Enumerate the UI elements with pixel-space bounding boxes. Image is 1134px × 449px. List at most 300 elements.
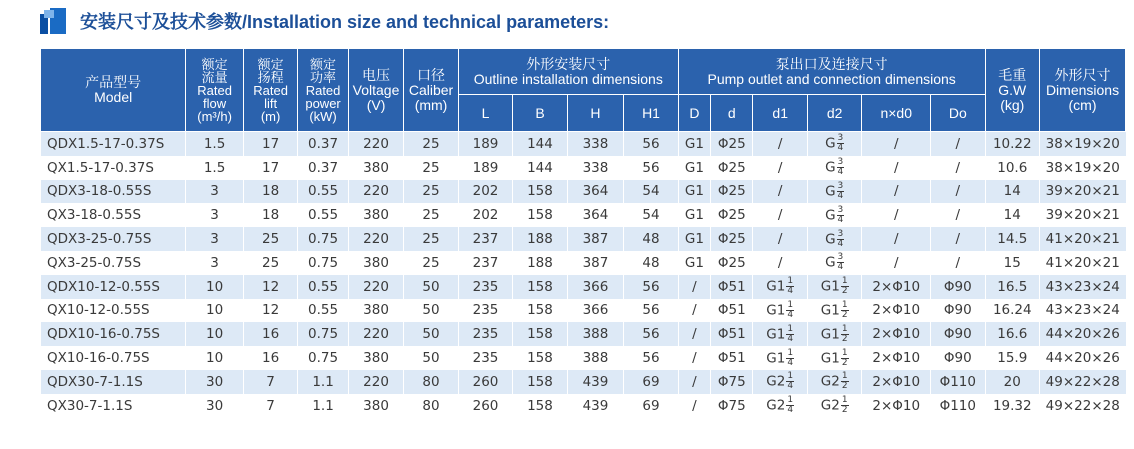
cell-n: / [862,203,931,227]
header-voltage-l2: Voltage [352,81,400,98]
cell-d2 [807,251,861,275]
cell-flow: 10 [186,322,244,346]
fraction-numerator: 3 [837,228,844,239]
cell-d: / [678,346,710,370]
fraction [786,372,794,391]
cell-h: 439 [567,370,624,394]
cell-caliber: 25 [404,132,458,156]
header-pump [678,49,985,95]
cell-n: 2×Φ10 [862,394,931,418]
cell-d: G1 [678,132,710,156]
cell-dims: 38×19×20 [1040,132,1126,156]
cell-power: 0.55 [298,275,348,299]
cell-d: Φ25 [711,227,753,251]
fraction-whole: G1 [766,326,786,343]
header-lift-l4: lift [264,95,278,111]
cell-voltage: 220 [348,180,404,204]
table-row [41,251,1126,275]
cell-lift: 17 [243,156,297,180]
cell-d: G1 [678,227,710,251]
cell-caliber: 50 [404,299,458,323]
cell-d2 [807,227,861,251]
cell-d1 [753,370,807,394]
cell-gw: 16.6 [985,322,1039,346]
table-row [41,227,1126,251]
fraction-denominator: 4 [837,190,844,201]
fraction-denominator: 4 [837,238,844,249]
cell-voltage: 380 [348,203,404,227]
cell-d2 [807,370,861,394]
spec-table [40,48,1126,418]
header-d2: d2 [807,95,861,132]
fraction-numerator: 3 [837,157,844,168]
cell-b: 188 [513,251,567,275]
cell-lift: 7 [243,394,297,418]
cell-do: Φ90 [931,322,985,346]
cell-voltage: 380 [348,346,404,370]
fraction [786,277,794,296]
header-d1: d1 [753,95,807,132]
cell-l: 260 [458,394,512,418]
fraction-numerator: 1 [841,323,848,334]
cell-do: / [931,132,985,156]
fraction-denominator: 4 [837,167,844,178]
cell-d: Φ25 [711,180,753,204]
header-gw-l2: G.W [998,81,1027,98]
cell-lift: 25 [243,251,297,275]
cell-h: 364 [567,180,624,204]
cell-power: 1.1 [298,370,348,394]
section-title [40,8,609,34]
fraction-whole: G1 [820,326,840,343]
cell-d2 [807,203,861,227]
cell-dims: 39×20×21 [1040,180,1126,204]
cell-h1: 56 [624,299,679,323]
fraction-denominator: 4 [837,143,844,154]
cell-caliber: 25 [404,156,458,180]
cell-caliber: 80 [404,370,458,394]
fraction-whole: G2 [820,373,840,390]
fraction-whole: G2 [766,397,786,414]
cell-d: Φ25 [711,203,753,227]
cell-d2 [807,346,861,370]
cell-l: 189 [458,156,512,180]
cell-lift: 18 [243,180,297,204]
header-power-l5: (kW) [309,108,337,124]
fraction [786,325,794,344]
cell-do: Φ90 [931,346,985,370]
cell-dims: 38×19×20 [1040,156,1126,180]
fraction-numerator: 3 [837,204,844,215]
cell-flow: 10 [186,299,244,323]
header-power-l4: power [305,95,341,111]
cell-voltage: 220 [348,275,404,299]
cell-model: QDX10-16-0.75S [41,322,186,346]
cell-h: 366 [567,275,624,299]
cell-lift: 12 [243,275,297,299]
cell-n: 2×Φ10 [862,322,931,346]
header-pump-cn: 泵出口及连接尺寸 [775,55,888,72]
fraction-denominator: 4 [787,309,794,320]
header-flow-l1: 额定 [201,56,228,72]
header-outline-en: Outline installation dimensions [473,70,663,87]
cell-h1: 69 [624,370,679,394]
cell-d1 [753,322,807,346]
cell-l: 189 [458,132,512,156]
cell-model: QX3-25-0.75S [41,251,186,275]
table-row [41,299,1126,323]
header-voltage [348,49,404,132]
cell-model: QX30-7-1.1S [41,394,186,418]
header-caliber-l1: 口径 [417,66,446,83]
cell-d2 [807,299,861,323]
cell-power: 0.75 [298,227,348,251]
header-caliber-l3: (mm) [414,96,448,113]
cell-h1: 54 [624,203,679,227]
cell-d2 [807,180,861,204]
cell-voltage: 380 [348,394,404,418]
header-flow-l2: 流量 [201,69,228,85]
cell-d: / [678,394,710,418]
cell-power: 0.55 [298,299,348,323]
cell-voltage: 380 [348,299,404,323]
header-flow-l3: Rated [197,82,232,98]
cell-lift: 18 [243,203,297,227]
cell-dims: 49×22×28 [1040,370,1126,394]
cell-power: 0.75 [298,322,348,346]
header-outline [458,49,678,95]
header-B: B [513,95,567,132]
cell-lift: 12 [243,299,297,323]
cell-d1 [753,346,807,370]
fraction-denominator: 4 [787,381,794,392]
header-model [41,49,186,132]
fraction [786,301,794,320]
cell-power: 0.37 [298,132,348,156]
spec-table-body [41,132,1126,418]
cell-lift: 16 [243,346,297,370]
cell-n: 2×Φ10 [862,275,931,299]
cell-gw: 16.5 [985,275,1039,299]
cell-do: / [931,156,985,180]
header-lift-l3: Rated [253,82,288,98]
header-flow-l5: (m³/h) [197,108,232,124]
cell-do: / [931,203,985,227]
cell-d: Φ75 [711,394,753,418]
cell-d: / [678,370,710,394]
table-row [41,370,1126,394]
cell-d1 [753,275,807,299]
cell-do: Φ90 [931,299,985,323]
cell-voltage: 220 [348,322,404,346]
header-voltage-l1: 电压 [362,66,391,83]
cell-d: Φ25 [711,251,753,275]
header-dims-l3: (cm) [1068,96,1097,113]
cell-h1: 48 [624,227,679,251]
cell-h1: 54 [624,180,679,204]
fraction [841,301,849,320]
fraction-denominator: 4 [837,214,844,225]
table-row [41,156,1126,180]
fraction-denominator: 2 [841,333,848,344]
cell-power: 0.55 [298,180,348,204]
cell-dims: 39×20×21 [1040,203,1126,227]
cell-l: 235 [458,299,512,323]
header-power-l1: 额定 [310,56,337,72]
cell-flow: 10 [186,346,244,370]
cell-power: 0.37 [298,156,348,180]
cell-b: 144 [513,156,567,180]
cell-n: / [862,227,931,251]
cell-model: QX1.5-17-0.37S [41,156,186,180]
header-Do: Do [931,95,985,132]
cell-b: 158 [513,346,567,370]
cell-d1: / [753,251,807,275]
cell-lift: 16 [243,322,297,346]
cell-voltage: 380 [348,156,404,180]
cell-d: Φ75 [711,370,753,394]
cell-dims: 43×23×24 [1040,299,1126,323]
fraction-denominator: 2 [841,405,848,416]
fraction-whole: G1 [766,278,786,295]
cell-power: 0.55 [298,203,348,227]
header-nxd0: n×d0 [862,95,931,132]
fraction-numerator: 1 [841,395,848,406]
cell-flow: 3 [186,203,244,227]
cell-h1: 69 [624,394,679,418]
fraction-numerator: 1 [787,276,794,287]
table-row [41,394,1126,418]
section-title-text: 安装尺寸及技术参数/Installation size and technical parameters: [80,12,610,32]
cell-voltage: 220 [348,227,404,251]
cell-dims: 44×20×26 [1040,322,1126,346]
header-power-l2: 功率 [310,69,337,85]
cell-b: 158 [513,275,567,299]
fraction-whole: G [825,159,836,176]
fraction [786,349,794,368]
cell-b: 144 [513,132,567,156]
cell-d1: / [753,203,807,227]
cell-l: 237 [458,251,512,275]
cell-d: Φ25 [711,156,753,180]
cell-lift: 25 [243,227,297,251]
cell-flow: 30 [186,394,244,418]
header-power [298,49,348,132]
fraction-numerator: 1 [787,371,794,382]
cell-caliber: 25 [404,251,458,275]
cell-b: 158 [513,180,567,204]
cell-d1: / [753,180,807,204]
fraction-denominator: 2 [841,286,848,297]
cell-d1 [753,299,807,323]
cell-gw: 15 [985,251,1039,275]
fraction-whole: G [825,135,836,152]
title-squares-icon [40,8,70,34]
cell-h: 338 [567,132,624,156]
fraction [837,253,845,272]
cell-caliber: 50 [404,346,458,370]
cell-model: QDX30-7-1.1S [41,370,186,394]
cell-l: 235 [458,346,512,370]
fraction-whole: G [825,231,836,248]
fraction-numerator: 3 [837,180,844,191]
cell-b: 158 [513,299,567,323]
cell-d1: / [753,227,807,251]
header-gw-l1: 毛重 [998,66,1027,83]
cell-flow: 3 [186,251,244,275]
fraction [837,158,845,177]
cell-do: Φ110 [931,394,985,418]
header-lift-l5: (m) [260,108,281,124]
fraction-whole: G [825,254,836,271]
cell-l: 202 [458,180,512,204]
cell-flow: 1.5 [186,156,244,180]
cell-lift: 7 [243,370,297,394]
table-row [41,322,1126,346]
fraction-denominator: 4 [837,262,844,273]
header-flow [186,49,244,132]
cell-d: Φ51 [711,322,753,346]
cell-d: Φ25 [711,132,753,156]
fraction-numerator: 3 [837,252,844,263]
cell-h: 338 [567,156,624,180]
fraction [837,134,845,153]
fraction-denominator: 4 [787,286,794,297]
cell-flow: 1.5 [186,132,244,156]
fraction-whole: G1 [820,278,840,295]
cell-flow: 3 [186,180,244,204]
table-row [41,203,1126,227]
cell-model: QDX3-18-0.55S [41,180,186,204]
header-dimensions [1040,49,1126,132]
cell-l: 260 [458,370,512,394]
fraction-whole: G2 [820,397,840,414]
fraction-denominator: 2 [841,381,848,392]
fraction-numerator: 3 [837,133,844,144]
cell-model: QX10-16-0.75S [41,346,186,370]
fraction-denominator: 4 [787,333,794,344]
cell-d1 [753,394,807,418]
cell-h1: 56 [624,275,679,299]
cell-n: / [862,132,931,156]
cell-gw: 20 [985,370,1039,394]
cell-l: 235 [458,322,512,346]
fraction-denominator: 2 [841,309,848,320]
cell-d: G1 [678,180,710,204]
cell-gw: 10.6 [985,156,1039,180]
cell-flow: 3 [186,227,244,251]
table-row [41,132,1126,156]
cell-dims: 43×23×24 [1040,275,1126,299]
fraction-numerator: 1 [841,276,848,287]
cell-gw: 16.24 [985,299,1039,323]
cell-do: Φ90 [931,275,985,299]
header-D: D [678,95,710,132]
fraction-denominator: 4 [787,405,794,416]
cell-model: QX10-12-0.55S [41,299,186,323]
cell-h1: 56 [624,346,679,370]
fraction-whole: G [825,183,836,200]
fraction-numerator: 1 [787,347,794,358]
cell-h1: 48 [624,251,679,275]
cell-n: 2×Φ10 [862,299,931,323]
cell-d: Φ51 [711,275,753,299]
cell-d: / [678,322,710,346]
fraction-numerator: 1 [841,347,848,358]
cell-n: / [862,156,931,180]
cell-caliber: 25 [404,203,458,227]
cell-d: Φ51 [711,299,753,323]
cell-l: 237 [458,227,512,251]
cell-voltage: 380 [348,251,404,275]
cell-model: QX3-18-0.55S [41,203,186,227]
cell-flow: 30 [186,370,244,394]
cell-n: / [862,180,931,204]
header-gw-l3: (kg) [1000,96,1025,113]
cell-do: / [931,227,985,251]
cell-caliber: 50 [404,275,458,299]
fraction [837,206,845,225]
cell-d2 [807,275,861,299]
cell-n: 2×Φ10 [862,370,931,394]
cell-d: Φ51 [711,346,753,370]
fraction [837,230,845,249]
cell-caliber: 50 [404,322,458,346]
fraction [841,349,849,368]
fraction [841,325,849,344]
cell-model: QDX10-12-0.55S [41,275,186,299]
cell-model: QDX1.5-17-0.37S [41,132,186,156]
cell-d: G1 [678,156,710,180]
fraction-whole: G1 [766,350,786,367]
fraction [786,396,794,415]
cell-h: 387 [567,227,624,251]
cell-b: 158 [513,370,567,394]
cell-dims: 41×20×21 [1040,227,1126,251]
table-row [41,275,1126,299]
fraction-numerator: 1 [841,299,848,310]
cell-voltage: 220 [348,370,404,394]
cell-caliber: 25 [404,227,458,251]
cell-do: / [931,180,985,204]
cell-caliber: 80 [404,394,458,418]
cell-d1: / [753,156,807,180]
cell-b: 158 [513,394,567,418]
cell-d1: / [753,132,807,156]
cell-gw: 14.5 [985,227,1039,251]
header-caliber-l2: Caliber [408,81,454,98]
cell-b: 158 [513,203,567,227]
cell-model: QDX3-25-0.75S [41,227,186,251]
cell-h1: 56 [624,322,679,346]
cell-h1: 56 [624,132,679,156]
cell-h: 439 [567,394,624,418]
fraction [841,396,849,415]
header-caliber [404,49,458,132]
fraction-whole: G [825,207,836,224]
cell-d2 [807,132,861,156]
fraction-whole: G1 [766,302,786,319]
fraction-whole: G1 [820,350,840,367]
cell-caliber: 25 [404,180,458,204]
cell-d: G1 [678,203,710,227]
cell-h: 364 [567,203,624,227]
fraction-numerator: 1 [841,371,848,382]
header-L: L [458,95,512,132]
table-row [41,180,1126,204]
cell-dims: 44×20×26 [1040,346,1126,370]
cell-gw: 10.22 [985,132,1039,156]
